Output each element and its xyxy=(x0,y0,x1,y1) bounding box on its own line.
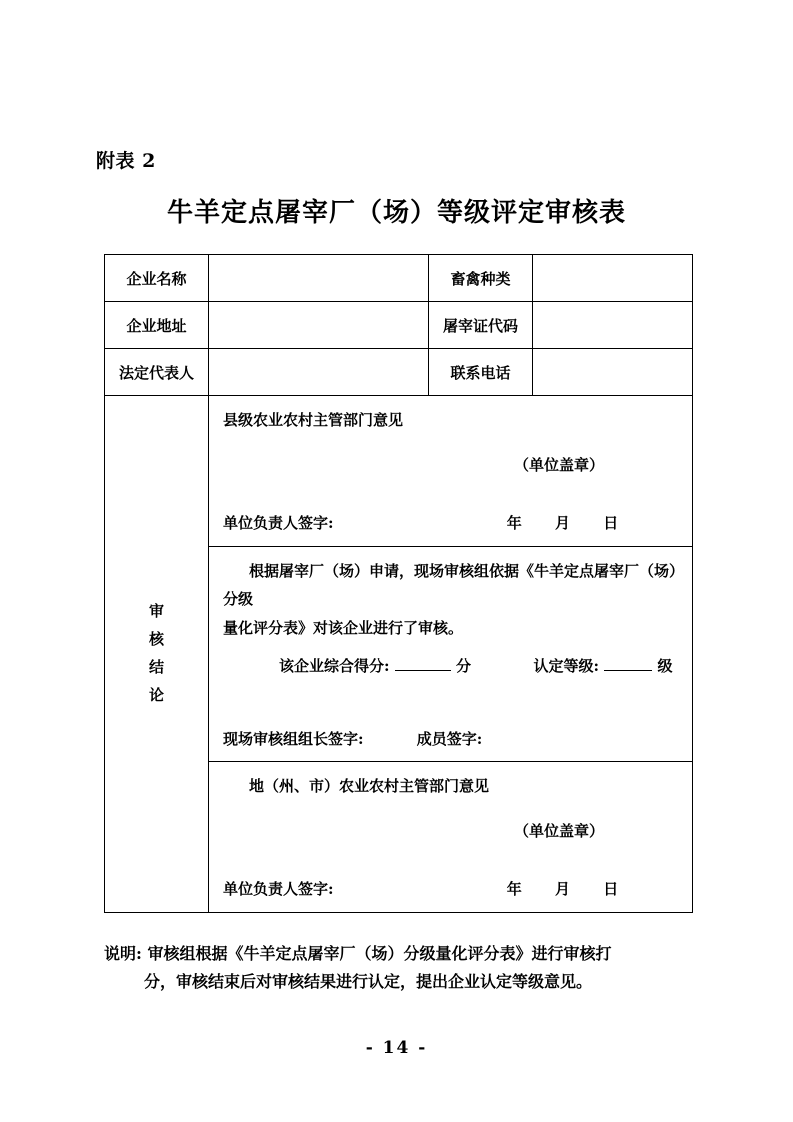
section-county-opinion xyxy=(209,396,693,547)
page-number: - 14 - xyxy=(365,1038,428,1058)
total-score-label: 该企业综合得分: xyxy=(279,657,390,675)
field-value-legal-representative[interactable] xyxy=(209,349,429,396)
county-seal-mark: （单位盖章） xyxy=(513,455,604,474)
prefecture-date-label[interactable]: 年 月 日 xyxy=(506,880,633,898)
prefecture-opinion-heading: 地（州、市）农业农村主管部门意见 xyxy=(249,777,490,795)
note-block xyxy=(104,940,704,996)
county-opinion-heading: 县级农业农村主管部门意见 xyxy=(223,411,404,429)
audit-member-signature-label[interactable]: 成员签字: xyxy=(416,729,483,748)
table-row-county-opinion xyxy=(105,396,693,547)
total-score-blank[interactable] xyxy=(395,670,451,671)
prefecture-seal-mark: （单位盖章） xyxy=(513,821,604,840)
grade-blank[interactable] xyxy=(604,670,652,671)
grade-unit: 级 xyxy=(657,657,673,675)
field-value-company-address[interactable] xyxy=(209,302,429,349)
section-audit-result xyxy=(209,546,693,762)
table-row xyxy=(105,255,693,302)
county-date-label[interactable]: 年 月 日 xyxy=(506,514,633,532)
total-score-unit: 分 xyxy=(456,657,472,675)
field-label-company-address: 企业地址 xyxy=(105,302,209,349)
field-label-livestock-type: 畜禽种类 xyxy=(429,255,533,302)
table-row xyxy=(105,302,693,349)
county-signature-label[interactable]: 单位负责人签字: xyxy=(223,514,334,532)
table-row xyxy=(105,349,693,396)
field-value-contact-phone[interactable] xyxy=(533,349,693,396)
side-label-audit-conclusion: 审 核 结 论 xyxy=(105,396,209,913)
field-value-slaughter-license-code[interactable] xyxy=(533,302,693,349)
field-value-livestock-type[interactable] xyxy=(533,255,693,302)
section-prefecture-opinion xyxy=(209,762,693,913)
audit-paragraph-line2: 量化评分表》对该企业进行了审核。 xyxy=(223,618,464,637)
field-label-legal-representative: 法定代表人 xyxy=(105,349,209,396)
field-label-contact-phone: 联系电话 xyxy=(429,349,533,396)
page-title: 牛羊定点屠宰厂（场）等级评定审核表 xyxy=(166,198,626,228)
grade-label: 认定等级: xyxy=(533,657,600,675)
field-value-company-name[interactable] xyxy=(209,255,429,302)
field-label-slaughter-license-code: 屠宰证代码 xyxy=(429,302,533,349)
attachment-label: 附表 2 xyxy=(96,150,156,172)
audit-paragraph-line1: 根据屠宰厂（场）申请，现场审核组依据《牛羊定点屠宰厂（场）分级 xyxy=(223,561,677,608)
prefecture-signature-label[interactable]: 单位负责人签字: xyxy=(223,880,334,898)
audit-form-table xyxy=(104,254,693,913)
note-line-1: 说明: 审核组根据《牛羊定点屠宰厂（场）分级量化评分表》进行审核打 xyxy=(104,944,612,963)
note-line-2: 分，审核结束后对审核结果进行认定，提出企业认定等级意见。 xyxy=(144,972,593,991)
field-label-company-name: 企业名称 xyxy=(105,255,209,302)
audit-leader-signature-label[interactable]: 现场审核组组长签字: xyxy=(223,729,364,748)
